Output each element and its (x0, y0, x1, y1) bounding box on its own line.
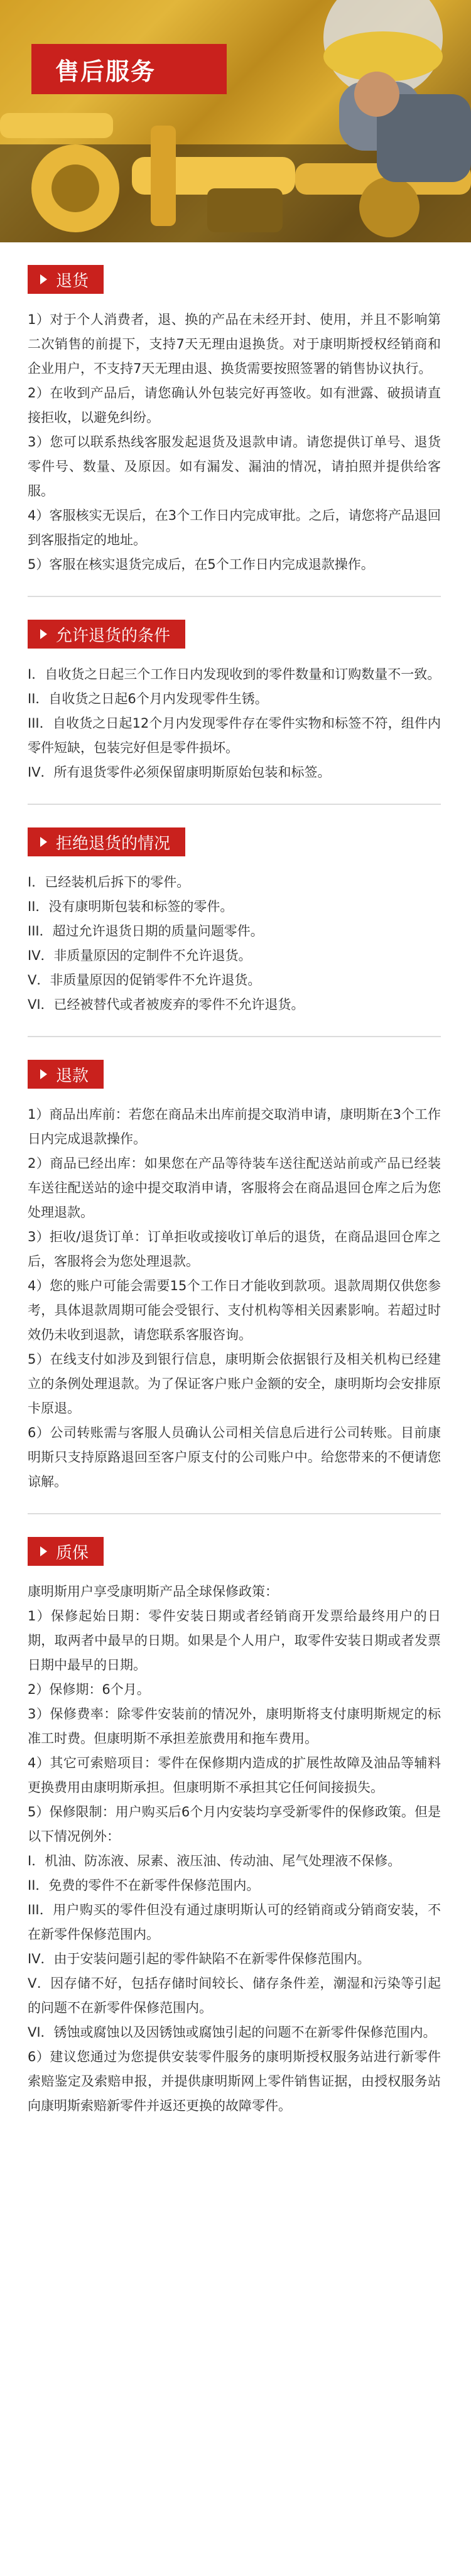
section-heading-label: 退款 (56, 1066, 89, 1086)
paragraph: 4）您的账户可能会需要15个工作日才能收到款项。退款周期仅供您参考，具体退款周期可能会受银行、支付机构等相关因素影响。若超过时效仍未收到退款，请您联系客服咨询。 (28, 1278, 441, 1342)
triangle-icon (40, 1069, 47, 1079)
paragraph: 3）拒收/退货订单：订单拒收或接收订单后的退货，在商品退回仓库之后，客服将会为您处理退款。 (28, 1229, 441, 1269)
paragraph: 康明斯用户享受康明斯产品全球保修政策： (28, 1584, 278, 1599)
paragraph: 4）其它可索赔项目：零件在保修期内造成的扩展性故障及油品等辅料更换费用由康明斯承担。但康明斯不承担其它任何间接损失。 (28, 1755, 441, 1795)
section-return-refusals (28, 805, 441, 1037)
section-warranty (28, 1514, 441, 2137)
paragraph: 2）在收到产品后，请您确认外包装完好再签收。如有泄露、破损请直接拒收，以避免纠纷。 (28, 385, 441, 425)
paragraph: VI．锈蚀或腐蚀以及因锈蚀或腐蚀引起的问题不在新零件保修范围内。 (28, 2025, 436, 2040)
triangle-icon (40, 629, 47, 639)
paragraph: IV．所有退货零件必须保留康明斯原始包装和标签。 (28, 765, 331, 780)
section-heading (28, 265, 104, 294)
triangle-icon (40, 837, 47, 847)
paragraph: I．已经装机后拆下的零件。 (28, 875, 190, 890)
hero-banner (0, 0, 471, 242)
section-heading (28, 827, 185, 856)
paragraph: III．自收货之日起12个月内发现零件存在零件实物和标签不符，组件内零件短缺，包装完好但是零件损坏。 (28, 716, 441, 755)
paragraph: IV．由于安装问题引起的零件缺陷不在新零件保修范围内。 (28, 1951, 371, 1966)
paragraph: 5）客服在核实退货完成后，在5个工作日内完成退款操作。 (28, 557, 374, 572)
section-heading (28, 1537, 104, 1566)
paragraph: VI．已经被替代或者被废弃的零件不允许退货。 (28, 997, 305, 1012)
paragraph: I．自收货之日起三个工作日内发现收到的零件数量和订购数量不一致。 (28, 667, 441, 682)
paragraph: 4）客服核实无误后，在3个工作日内完成审批。之后，请您将产品退回到客服指定的地址。 (28, 508, 441, 547)
paragraph: 3）您可以联系热线客服发起退货及退款申请。请您提供订单号、退货零件号、数量、及原因。如有漏发、漏油的情况，请拍照并提供给客服。 (28, 434, 441, 498)
section-returns (28, 242, 441, 597)
paragraph: III．超过允许退货日期的质量问题零件。 (28, 924, 264, 939)
paragraph: 6）建议您通过为您提供安装零件服务的康明斯授权服务站进行新零件索赔鉴定及索赔申报，并提供康明斯网上零件销售证据，由授权服务站向康明斯索赔新零件并返还更换的故障零件。 (28, 2049, 441, 2113)
paragraph: IV．非质量原因的定制件不允许退货。 (28, 948, 252, 963)
paragraph: III．用户购买的零件但没有通过康明斯认可的经销商或分销商安装，不在新零件保修范围内。 (28, 1902, 441, 1942)
paragraph: 6）公司转账需与客服人员确认公司相关信息后进行公司转账。目前康明斯只支持原路退回至客户原支付的公司账户中。给您带来的不便请您谅解。 (28, 1425, 441, 1489)
section-heading-label: 质保 (56, 1543, 89, 1563)
paragraph: II．自收货之日起6个月内发现零件生锈。 (28, 691, 268, 706)
paragraph: II．免费的零件不在新零件保修范围内。 (28, 1878, 260, 1893)
paragraph: 5）保修限制：用户购买后6个月内安装均享受新零件的保修政策。但是以下情况例外： (28, 1804, 441, 1844)
section-return-conditions (28, 597, 441, 805)
paragraph: II．没有康明斯包装和标签的零件。 (28, 899, 234, 914)
section-refunds (28, 1037, 441, 1514)
paragraph: 3）保修费率：除零件安装前的情况外，康明斯将支付康明斯规定的标准工时费。但康明斯不承担差旅费用和拖车费用。 (28, 1706, 441, 1746)
paragraph: I．机油、防冻液、尿素、液压油、传动油、尾气处理液不保修。 (28, 1853, 401, 1868)
triangle-icon (40, 274, 47, 284)
triangle-icon (40, 1546, 47, 1556)
paragraph: 1）对于个人消费者，退、换的产品在未经开封、使用，并且不影响第二次销售的前提下，支持7天无理由退换货。对于康明斯授权经销商和企业用户，不支持7天无理由退、换货需要按照签署的销售协议执行。 (28, 312, 441, 376)
paragraph: 5）在线支付如涉及到银行信息，康明斯会依据银行及相关机构已经建立的条例处理退款。为了保证客户账户金额的安全，康明斯均会安排原卡原退。 (28, 1352, 441, 1416)
paragraph: 2）商品已经出库：如果您在产品等待装车送往配送站前或产品已经装车送往配送站的途中提交取消申请，客服将会在商品退回仓库之后为您处理退款。 (28, 1156, 441, 1220)
section-heading-label: 拒绝退货的情况 (56, 834, 171, 853)
page-title: 售后服务 (31, 44, 227, 94)
paragraph: 1）保修起始日期：零件安装日期或者经销商开发票给最终用户的日期，取两者中最早的日期。如果是个人用户，取零件安装日期或者发票日期中最早的日期。 (28, 1609, 441, 1673)
paragraph: V．非质量原因的促销零件不允许退货。 (28, 973, 261, 988)
section-heading (28, 620, 185, 649)
section-heading-label: 退货 (56, 271, 89, 291)
paragraph: V．因存储不好，包括存储时间较长、储存条件差，潮湿和污染等引起的问题不在新零件保修范围内。 (28, 1976, 441, 2015)
section-heading-label: 允许退货的条件 (56, 626, 171, 645)
section-heading (28, 1060, 104, 1089)
engine-photo (0, 0, 471, 242)
content (0, 242, 471, 2137)
paragraph: 1）商品出库前：若您在商品未出库前提交取消申请，康明斯在3个工作日内完成退款操作。 (28, 1107, 441, 1146)
paragraph: 2）保修期：6个月。 (28, 1682, 150, 1697)
